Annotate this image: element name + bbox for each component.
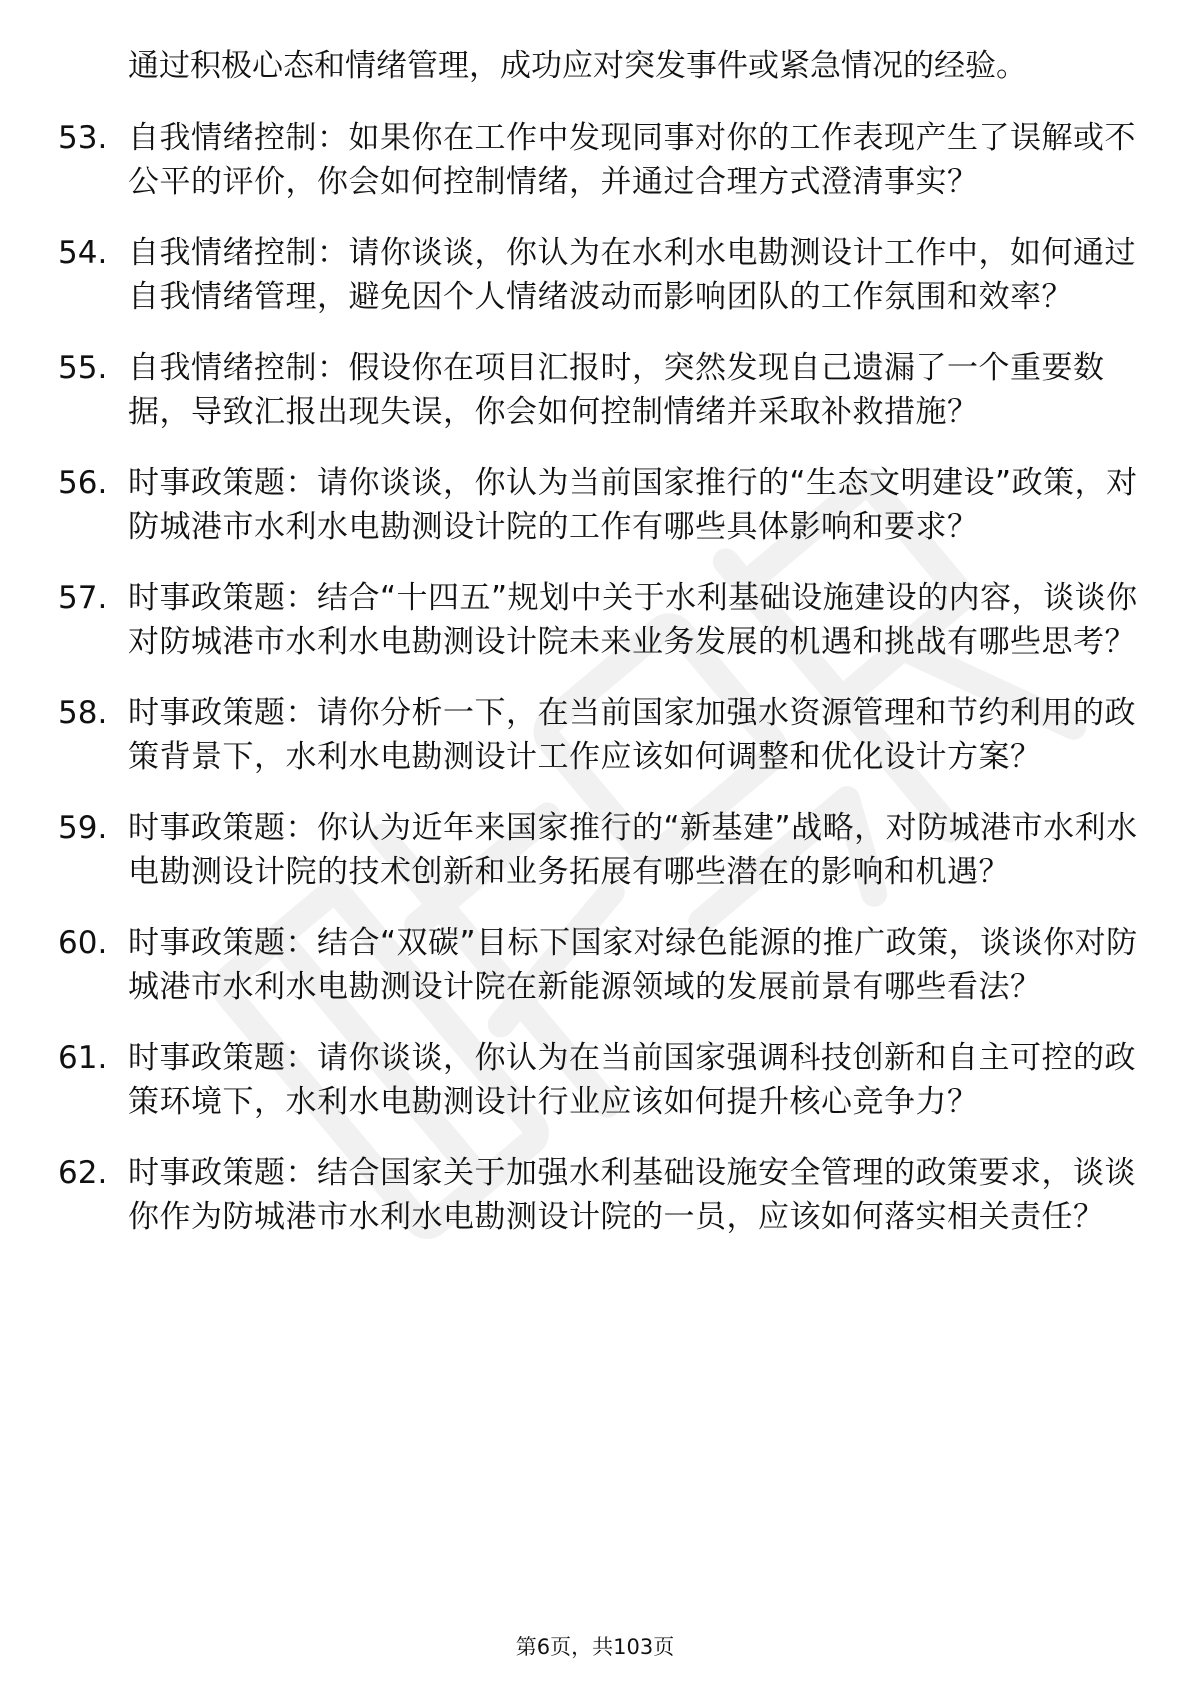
question-item [58, 231, 1138, 319]
question-text: 时事政策题：结合“双碳”目标下国家对绿色能源的推广政策，谈谈你对防城港市水利水电勘测设计院在新能源领域的发展前景有哪些看法？ [128, 925, 1138, 1005]
question-number: 62. [58, 1155, 108, 1191]
question-text: 时事政策题：请你谈谈，你认为在当前国家强调科技创新和自主可控的政策环境下，水利水电勘测设计行业应该如何提升核心竞争力？ [128, 1040, 1136, 1120]
question-item [58, 1036, 1138, 1124]
question-text: 自我情绪控制：假设你在项目汇报时，突然发现自己遗漏了一个重要数据，导致汇报出现失误，你会如何控制情绪并采取补救措施？ [128, 350, 1105, 430]
question-number: 59. [58, 810, 108, 846]
question-item [58, 346, 1138, 434]
question-text: 时事政策题：结合“十四五”规划中关于水利基础设施建设的内容，谈谈你对防城港市水利水电勘测设计院未来业务发展的机遇和挑战有哪些思考？ [128, 580, 1138, 660]
question-item [58, 1151, 1138, 1239]
question-number: 60. [58, 925, 108, 961]
question-list [58, 44, 1138, 1266]
question-item [58, 116, 1138, 204]
question-text: 自我情绪控制：请你谈谈，你认为在水利水电勘测设计工作中，如何通过自我情绪管理，避免因个人情绪波动而影响团队的工作氛围和效率？ [128, 235, 1136, 315]
question-text: 时事政策题：你认为近年来国家推行的“新基建”战略，对防城港市水利水电勘测设计院的技术创新和业务拓展有哪些潜在的影响和机遇？ [128, 810, 1138, 890]
question-text: 自我情绪控制：如果你在工作中发现同事对你的工作表现产生了误解或不公平的评价，你会如何控制情绪，并通过合理方式澄清事实？ [128, 120, 1136, 200]
question-number: 61. [58, 1040, 108, 1076]
continuation-text: 通过积极心态和情绪管理，成功应对突发事件或紧急情况的经验。 [128, 48, 1027, 84]
question-number: 53. [58, 120, 108, 156]
question-number: 55. [58, 350, 108, 386]
question-text: 时事政策题：请你分析一下，在当前国家加强水资源管理和节约利用的政策背景下，水利水电勘测设计工作应该如何调整和优化设计方案？ [128, 695, 1136, 775]
question-item [58, 576, 1138, 664]
question-text: 时事政策题：请你谈谈，你认为当前国家推行的“生态文明建设”政策，对防城港市水利水电勘测设计院的工作有哪些具体影响和要求？ [128, 465, 1138, 545]
question-number: 56. [58, 465, 108, 501]
question-number: 54. [58, 235, 108, 271]
question-item [58, 921, 1138, 1009]
question-number: 57. [58, 580, 108, 616]
question-item [58, 691, 1138, 779]
question-item [58, 806, 1138, 894]
page-footer: 第6页，共103页 [515, 1635, 675, 1659]
question-text: 时事政策题：结合国家关于加强水利基础设施安全管理的政策要求，谈谈你作为防城港市水利水电勘测设计院的一员，应该如何落实相关责任？ [128, 1155, 1136, 1235]
question-number: 58. [58, 695, 108, 731]
question-item [58, 461, 1138, 549]
